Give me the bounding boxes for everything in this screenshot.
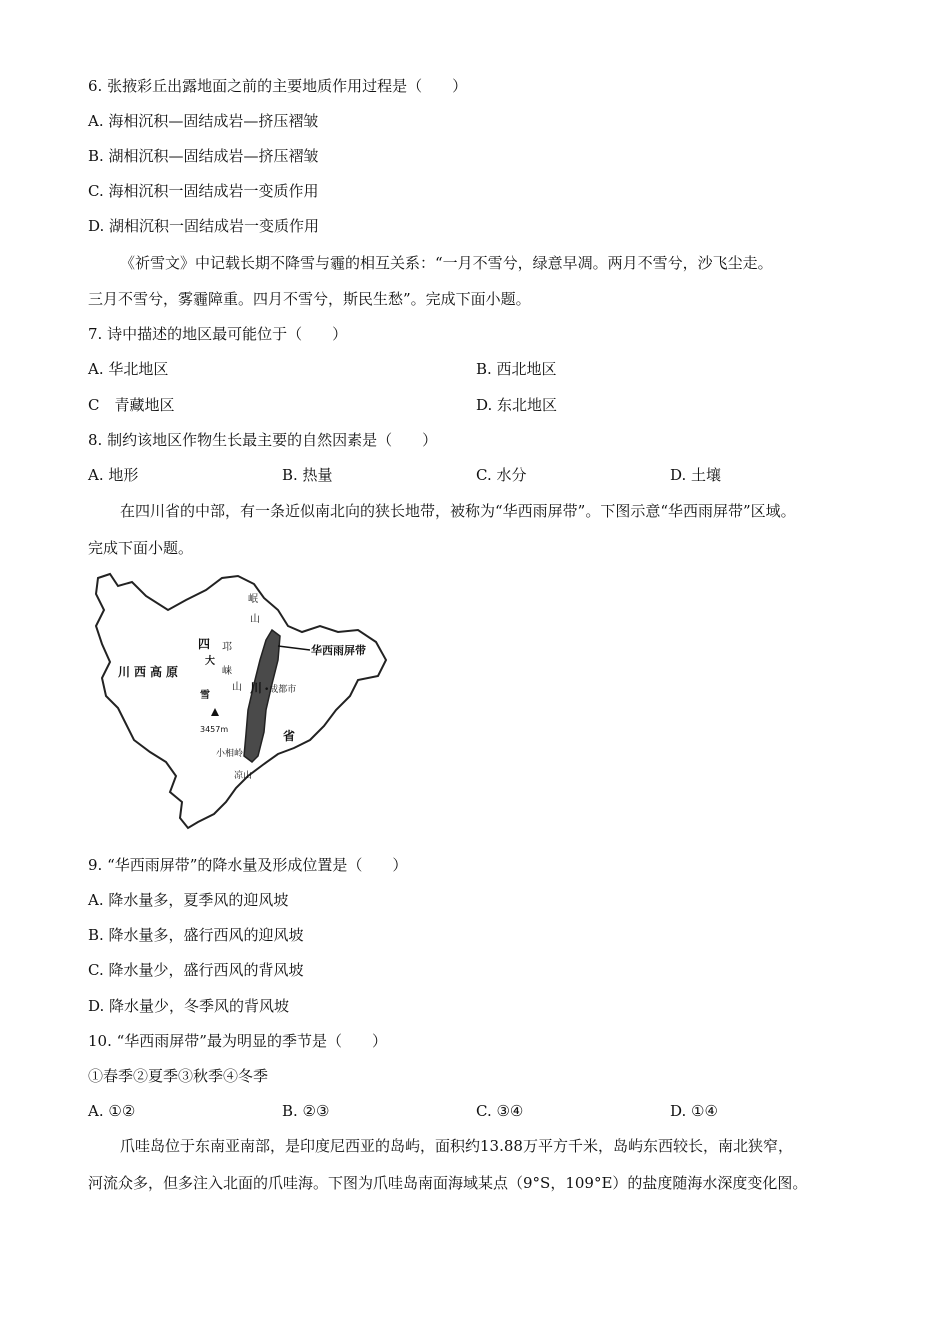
q8-option-b: B. 热量 [282,466,333,484]
q10-seasons: ①春季②夏季③秋季④冬季 [88,1067,269,1085]
q10-option-d: D. ①④ [670,1102,718,1120]
label-liangshan: 凉山 [234,771,253,781]
q10-option-b: B. ②③ [282,1102,330,1120]
label-lai: 崃 [222,666,232,677]
intro7-line2: 三月不雪兮，雾霾障重。四月不雪兮，斯民生愁”。完成下面小题。 [88,290,531,308]
q7-option-b: B. 西北地区 [476,360,557,378]
intro9-line2: 完成下面小题。 [88,539,194,557]
label-plateau: 川西高原 [118,665,183,679]
rain-belt-pointer [278,646,310,650]
q7-option-d: D. 东北地区 [476,396,558,414]
intro9-line1: 在四川省的中部，有一条近似南北向的狭长地带，被称为“华西雨屏带”。下图示意“华西雨屏带”区域。 [120,502,796,520]
label-chengdu: •成都市 [264,685,297,695]
label-xue: 雪 [200,690,210,701]
q9-option-a: A. 降水量多，夏季风的迎风坡 [88,891,289,909]
label-si: 四 [198,637,211,651]
q10-option-c: C. ③④ [476,1102,524,1120]
q10-stem: 10. “华西雨屏带”最为明显的季节是（ ） [88,1032,387,1050]
q6-option-d: D. 湖相沉积一固结成岩一变质作用 [88,217,320,235]
label-shan2: 山 [232,682,242,693]
q6-stem: 6. 张掖彩丘出露地面之前的主要地质作用过程是（ ） [88,77,468,95]
intro7-line1: 《祈雪文》中记载长期不降雪与霾的相互关系：“一月不雪兮，绿意早凋。两月不雪兮，沙飞尘走。 [120,254,773,272]
label-sheng: 省 [283,729,296,743]
label-elevation: 3457m [200,725,229,734]
q9-option-d: D. 降水量少，冬季风的背风坡 [88,997,290,1015]
q9-option-b: B. 降水量多，盛行西风的迎风坡 [88,926,304,944]
intro11-line1: 爪哇岛位于东南亚南部，是印度尼西亚的岛屿，面积约13.88万平方千米，岛屿东西较长，南北狭窄， [120,1137,793,1155]
q6-option-c: C. 海相沉积一固结成岩一变质作用 [88,182,319,200]
q7-option-a: A. 华北地区 [88,360,169,378]
rain-belt-zone [244,630,280,762]
label-shan1: 山 [250,614,260,625]
q10-option-a: A. ①② [88,1102,136,1120]
q8-option-c: C. 水分 [476,466,527,484]
q8-option-a: A. 地形 [88,466,139,484]
label-chuan: 川 [250,681,263,695]
q8-option-d: D. 土壤 [670,466,722,484]
sichuan-outline [96,574,386,828]
peak-triangle-icon [211,708,219,716]
q9-stem: 9. “华西雨屏带”的降水量及形成位置是（ ） [88,856,408,874]
q6-option-b: B. 湖相沉积—固结成岩—挤压褶皱 [88,147,319,165]
label-xiaoxiang: 小相岭 [216,749,244,759]
label-da: 大 [205,656,215,667]
q7-option-c: C 青藏地区 [88,396,175,414]
intro11-line2: 河流众多，但多注入北面的爪哇海。下图为爪哇岛南面海域某点（9°S，109°E）的盐度随海水深度变化图。 [88,1174,808,1192]
sichuan-rain-belt-map [88,570,398,832]
q8-stem: 8. 制约该地区作物生长最主要的自然因素是（ ） [88,431,438,449]
label-qiong: 邛 [222,642,232,653]
q9-option-c: C. 降水量少，盛行西风的背风坡 [88,961,304,979]
q6-option-a: A. 海相沉积—固结成岩—挤压褶皱 [88,112,319,130]
label-rain-belt: 华西雨屏带 [311,644,366,657]
q7-stem: 7. 诗中描述的地区最可能位于（ ） [88,325,348,343]
label-min: 岷 [248,594,258,605]
